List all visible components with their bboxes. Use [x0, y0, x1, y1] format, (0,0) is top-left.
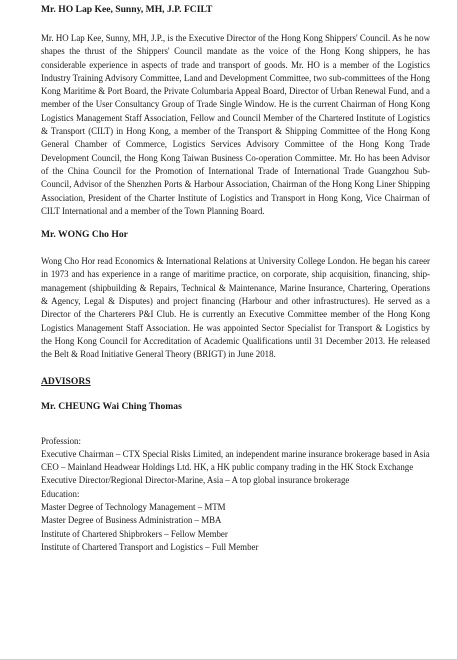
heading-wong-cho-hor: Mr. WONG Cho Hor [41, 229, 128, 241]
profile-line: Profession: [41, 435, 81, 446]
profile-line: Master Degree of Business Administration – MBA [41, 515, 222, 526]
heading-cheung-wai-ching: Mr. CHEUNG Wai Ching Thomas [41, 400, 182, 412]
profile-line: Executive Chairman – CTX Special Risks Limited, an independent marine insurance brokerage based in Asia [41, 448, 430, 459]
profile-line: Executive Director/Regional Director-Marine, Asia – A top global insurance brokerage [41, 475, 350, 486]
profile-line: Institute of Chartered Transport and Logistics – Full Member [41, 541, 259, 552]
profile-cheung-wai-ching [41, 435, 430, 555]
heading-ho-lap-kee: Mr. HO Lap Kee, Sunny, MH, J.P. FCILT [41, 4, 213, 15]
profile-line: Institute of Chartered Shipbrokers – Fellow Member [41, 528, 228, 539]
profile-line: Master Degree of Technology Management – MTM [41, 502, 226, 513]
profile-line: Education: [41, 488, 80, 499]
bio-wong-cho-hor: Wong Cho Hor read Economics & International Relations at University College London. He began his career in 1973 and has experience in a range of maritime practice, on corporate, ship acquisition, financing, ship-management (shipbuilding & Repairs, Technical & Maintenance, Marine Insurance, Chartering, Operations & Agency, Legal & Disputes) and project financing (Harbour and other infrastructures). He served as a Director of the Charterers P&I Club. He is currently an Executive Committee member of the Hong Kong Logistics Management Staff Association. He was appointed Sector Specialist for Transport & Logistics by the Hong Kong Council for Accreditation of Academic Qualifications until 31 December 2013. He released the Belt & Road Initiative General Theory (BRIGT) in June 2018. [41, 256, 430, 360]
bio-ho-lap-kee: Mr. HO Lap Kee, Sunny, MH, J.P., is the Executive Director of the Hong Kong Shippers' Council. As he now shapes the thrust of the Shippers' Council mandate as the voice of the Hong Kong shippers, he has considerable experience in aspects of trade and transport of goods. Mr. HO is a member of the Logistics Industry Training Advisory Committee, Land and Development Committee, two sub-committees of the Hong Kong Maritime & Port Board, the Private Columbaria Appeal Board, Director of Urban Renewal Fund, and a member of the User Consultancy Group of Trade Single Window. He is the current Chairman of Hong Kong Logistics Management Staff Association, Fellow and Council Member of the Chartered Institute of Logistics & Transport (CILT) in Hong Kong, a member of the Transport & Shipping Committee of the Hong Kong General Chamber of Commerce, Logistics Services Advisory Committee of the Hong Kong Trade Development Council, the Hong Kong Taiwan Business Co-operation Committee. Mr. Ho has been Advisor of the China Council for the Promotion of International Trade of International Trade Guangzhou Sub-Council, Advisor of the Shenzhen Ports & Harbour Association, Chairman of the Hong Kong Liner Shipping Association, President of the Charter Institute of Logistics and Transport in Hong Kong, Vice Chairman of CILT International and a member of the Town Planning Board. [41, 33, 430, 216]
heading-advisors: ADVISORS [41, 375, 91, 387]
profile-line: CEO – Mainland Headwear Holdings Ltd. HK, a HK public company trading in the HK Stock Exchange [41, 462, 414, 473]
